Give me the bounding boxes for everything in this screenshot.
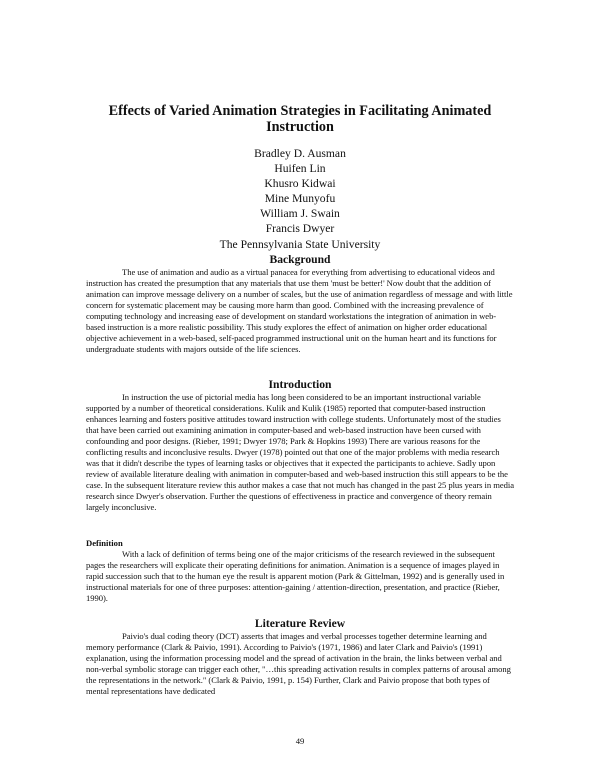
literature-review-section <box>86 616 514 697</box>
background-heading: Background <box>269 253 331 266</box>
author-name: William J. Swain <box>260 207 340 221</box>
definition-heading: Definition <box>86 538 123 548</box>
author-name: Khusro Kidwai <box>264 177 336 191</box>
author-name: Mine Munyofu <box>264 192 336 206</box>
background-paragraph: The use of animation and audio as a virtual panacea for everything from advertising to educational videos and instruction has created the presumption that any materials that use them 'must be better!' Now doubt that the addition of animation can improve message delivery on a number of scales, but the use of animation regardless of message and with little concern for systematic placement may be causing more harm than good. Combined with the increasing prevalence of computing technology and increasing ease of development on standard workstations the integration of animation in web-based instruction is a more realistic possibility. This study explores the effect of animation on higher order educational objective achievement in a web-based, self-paced programmed instructional unit on the human heart and its functions for undergraduate students with majors outside of the life sciences. <box>86 267 513 354</box>
literature-review-heading: Literature Review <box>254 617 346 630</box>
introduction-paragraph: In instruction the use of pictorial media has long been considered to be an important instructional variable supported by a number of theoretical considerations. Kulik and Kulik (1985) reported that computer-based instruction enhances learning and fosters positive attitudes toward instruction with college students. Unfortunately most of the studies that have been carried out examining animation in computer-based and web-based instruction have been cursed with confounding and poor designs. (Rieber, 1991; Dwyer 1978; Park & Hopkins 1993) There are various reasons for the conflicting results and inconclusive results. Dwyer (1978) pointed out that one of the major problems with media research was that it didn't describe the types of learning tasks or objectives that it expected the participants to achieve. Sadly upon review of available literature dealing with animation in computer-based and web-based instruction this still appears to be the case. In the subsequent literature review this author makes a case that not much has changed in the past 25 plus years in media research since Dwyer's observation. Further the questions of effectiveness in practice and convergence of theory remain largely inconclusive. <box>86 392 514 512</box>
author-name: Bradley D. Ausman <box>254 147 346 160</box>
definition-paragraph: With a lack of definition of terms being one of the major criticisms of the research reviewed in the subsequent pages the researchers will explicate their operating definitions for animation. Animation is a sequence of images played in rapid succession such that to the human eye the result is apparent motion (Park & Gittelman, 1992) and is generally used in instructional materials for one of three purposes: attention-gaining / attention-direction, presentation, and practice (Rieber, 1990). <box>86 549 505 603</box>
literature-review-paragraph: Paivio's dual coding theory (DCT) asserts that images and verbal processes together determine learning and memory performance (Clark & Paivio, 1991). According to Paivio's (1971, 1986) and later Clark and Paivio's (1991) explanation, using the information processing model and the spread of activation in the brain, the links between verbal and non-verbal symbolic storage can trigger each other, "…this spreading activation results in complex patterns of arousal among the representations in the network." (Clark & Paivio, 1991, p. 154) Further, Clark and Paivio propose that both types of mental representations have dedicated <box>86 631 511 696</box>
background-section <box>86 252 514 355</box>
author-name: Huifen Lin <box>274 162 326 176</box>
page-number: 49 <box>295 736 305 746</box>
author-list <box>150 146 450 252</box>
author-affiliation: The Pennsylvania State University <box>219 237 381 251</box>
introduction-heading: Introduction <box>268 378 332 391</box>
author-name: Francis Dwyer <box>265 222 335 236</box>
definition-section <box>86 538 514 604</box>
paper-title: Effects of Varied Animation Strategies in Facilitating Animated Instruction <box>108 103 492 135</box>
introduction-section <box>86 377 514 513</box>
